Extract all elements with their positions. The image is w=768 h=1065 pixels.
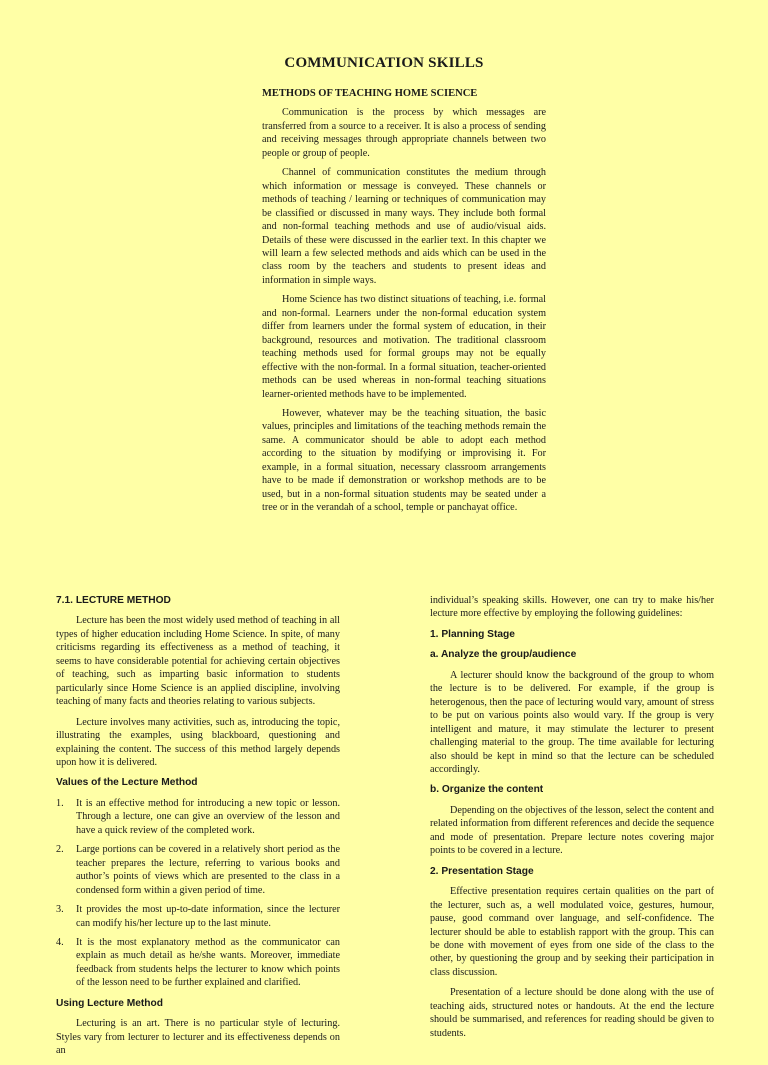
body-paragraph: Presentation of a lecture should be done along with the use of teaching aids, structured notes or handouts. At the end the lecture should be summarised, and references for reading should be given to students. [430, 987, 714, 1039]
body-paragraph: Depending on the objectives of the lesson, select the content and related information from different references and decide the sequence and mode of presentation. Prepare lecture notes covering major points to be covered in a lecture. [430, 804, 714, 857]
right-column [430, 594, 714, 1047]
section-subtitle: METHODS OF TEACHING HOME SCIENCE [262, 88, 478, 99]
list-item-text: It provides the most up-to-date information, since the lecturer can modify his/her lecture up to the last minute. [76, 904, 340, 929]
intro-paragraph: Home Science has two distinct situations of teaching, i.e. formal and non-formal. Learners under the non-formal education system differ from learners under the formal system of education, in their background, resources and motivation. The traditional classroom teaching methods used for formal groups may not be equally effective with the non-formal. In a formal situation, teacher-oriented methods can be used whereas in non-formal teaching situations learner-oriented methods have to be implemented. [262, 294, 546, 400]
lecture-method-heading: 7.1. LECTURE METHOD [56, 595, 171, 606]
body-paragraph: Effective presentation requires certain qualities on the part of the lecturer, such as, a well modulated voice, gestures, humour, pause, good command over language, and self-confidence. The lecturer should be able to establish rapport with the group. This can be done with movement of eyes from one side of the class to the other, by questioning the group and by seeking their participation in class discussion. [430, 886, 714, 978]
list-item [56, 936, 340, 990]
list-item-text: Large portions can be covered in a relatively short period as the teacher prepares the lecture, referring to various books and author’s points of views which are presented to the class in a condensed form within a given period of time. [76, 844, 340, 896]
list-item-text: It is the most explanatory method as the communicator can explain as much detail as he/she wants. Moreover, immediate feedback from students helps the lecturer to know which points of the lesson need to be further explained and clarified. [76, 936, 340, 989]
organize-content-heading: b. Organize the content [430, 784, 544, 796]
left-column [56, 594, 340, 1065]
using-lecture-heading: Using Lecture Method [56, 997, 163, 1009]
body-paragraph: Lecture involves many activities, such as, introducing the topic, illustrating the examples, using blackboard, questioning and explaining the content. The success of this method largely depends upon how it is delivered. [56, 716, 340, 768]
list-number: 4. [56, 936, 64, 948]
values-heading: Values of the Lecture Method [56, 777, 198, 789]
list-number: 3. [56, 904, 64, 916]
list-item [56, 797, 340, 837]
body-paragraph: Lecturing is an art. There is no particular style of lecturing. Styles vary from lecturer to lecturer and its effectiveness depends on an [56, 1018, 340, 1057]
intro-paragraph: However, whatever may be the teaching situation, the basic values, principles and limitations of the teaching methods remain the same. A communicator should be able to adopt each method according to the situation by modifying or improvising it. For example, in a formal situation, necessary classroom arrangements have to be made if demonstration or workshop methods are to be used, but in a non-formal situation students may be seated under a tree or in the verandah of a school, temple or panchayat office. [262, 407, 546, 514]
list-number: 2. [56, 844, 64, 856]
page-title: COMMUNICATION SKILLS [284, 55, 484, 71]
body-paragraph: A lecturer should know the background of the group to whom the lecture is to be delivered. For example, if the group is heterogenous, then the pace of lecturing would vary, amount of stress to be put on various points also would vary. If the group is very intelligent and mature, it may stimulate the lecturer to present challenging material to the group. The time available for lecturing also should be kept in mind so that the lecture can be scheduled accordingly. [430, 669, 714, 775]
intro-section [262, 87, 546, 521]
list-item [56, 903, 340, 930]
intro-paragraph: Communication is the process by which messages are transferred from a source to a receiver. It is also a process of sending and receiving messages through appropriate channels between two people or group of people. [262, 107, 546, 159]
body-paragraph: Lecture has been the most widely used method of teaching in all types of higher education including Home Science. In spite, of many criticisms regarding its effectiveness as a method of teaching, it seems to have considerable potential for achieving certain objectives of teaching, such as imparting basic information to students particularly since Home Science is an applied discipline, involving teaching of many facts and theories relating to various subjects. [56, 615, 340, 708]
analyze-group-heading: a. Analyze the group/audience [430, 649, 577, 661]
intro-paragraph: Channel of communication constitutes the medium through which information or message is conveyed. These channels or methods of teaching / learning or techniques of communication may be classified or discussed in many ways. They include both formal and non-formal teaching methods and use of audio/visual aids. Details of these were discussed in the earlier text. In this chapter we will learn a few selected methods and aids which can be used in the class room by the teachers and students to present ideas and information in simple ways. [262, 167, 546, 286]
list-item-text: It is an effective method for introducing a new topic or lesson. Through a lecture, one can give an overview of the lesson and have a quick review of the completed work. [76, 797, 340, 836]
presentation-stage-heading: 2. Presentation Stage [430, 865, 534, 877]
list-number: 1. [56, 797, 64, 809]
body-paragraph: individual’s speaking skills. However, one can try to make his/her lecture more effective by employing the following guidelines: [430, 595, 714, 620]
values-list [56, 797, 340, 990]
list-item [56, 843, 340, 897]
planning-stage-heading: 1. Planning Stage [430, 628, 515, 640]
